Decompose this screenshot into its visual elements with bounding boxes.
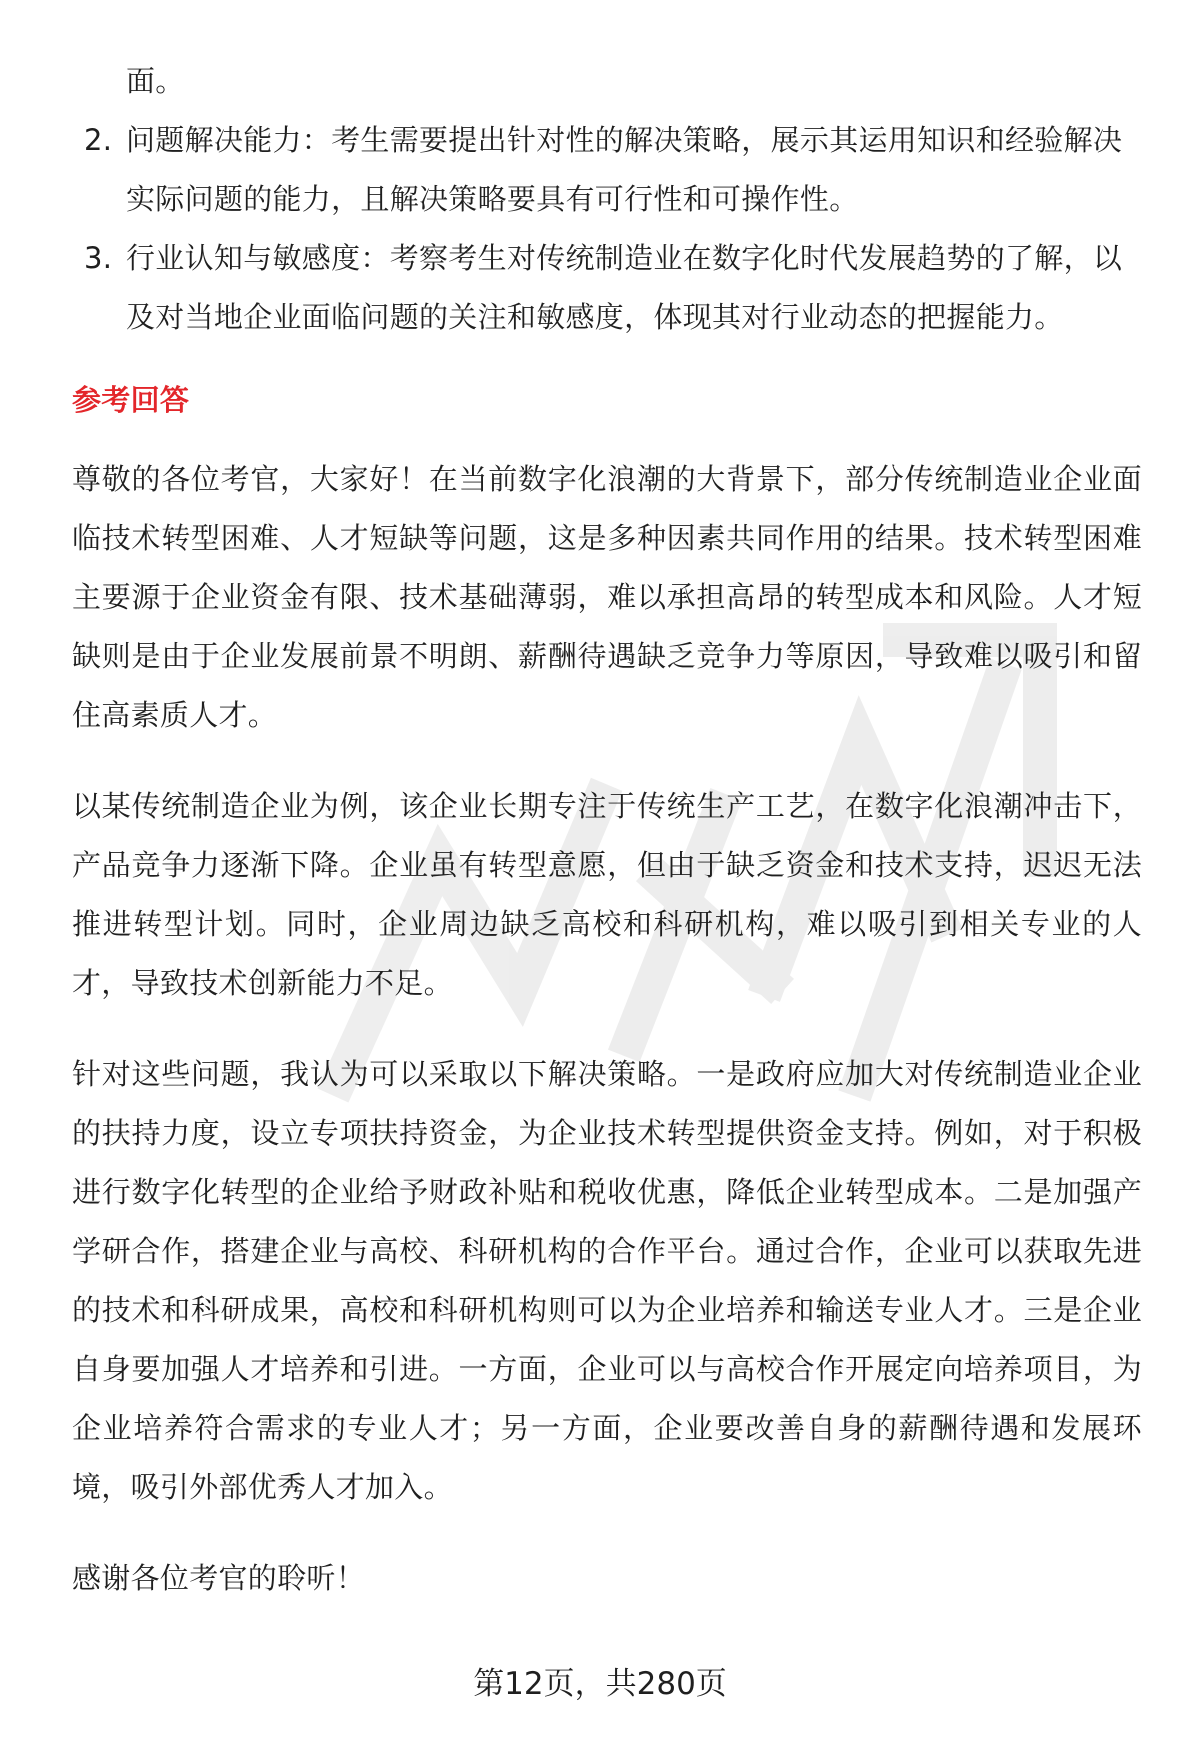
list-item [72,111,1142,229]
list-item-number: 3. [84,241,113,275]
list-item [72,229,1142,347]
answer-paragraph: 以某传统制造企业为例，该企业长期专注于传统生产工艺，在数字化浪潮冲击下，产品竞争力逐渐下降。企业虽有转型意愿，但由于缺乏资金和技术支持，迟迟无法推进转型计划。同时，企业周边缺乏高校和科研机构，难以吸引到相关专业的人才，导致技术创新能力不足。 [72,789,1142,1000]
answer-paragraph: 尊敬的各位考官，大家好！在当前数字化浪潮的大背景下，部分传统制造业企业面临技术转型困难、人才短缺等问题，这是多种因素共同作用的结果。技术转型困难主要源于企业资金有限、技术基础薄弱，难以承担高昂的转型成本和风险。人才短缺则是由于企业发展前景不明朗、薪酬待遇缺乏竞争力等原因，导致难以吸引和留住高素质人才。 [72,462,1142,732]
main-content [72,52,1142,1608]
page-number-footer: 第12页，共280页 [473,1666,727,1702]
answer-paragraph: 针对这些问题，我认为可以采取以下解决策略。一是政府应加大对传统制造业企业的扶持力度，设立专项扶持资金，为企业技术转型提供资金支持。例如，对于积极进行数字化转型的企业给予财政补贴和税收优惠，降低企业转型成本。二是加强产学研合作，搭建企业与高校、科研机构的合作平台。通过合作，企业可以获取先进的技术和科研成果，高校和科研机构则可以为企业培养和输送专业人才。三是企业自身要加强人才培养和引进。一方面，企业可以与高校合作开展定向培养项目，为企业培养符合需求的专业人才；另一方面，企业要改善自身的薪酬待遇和发展环境，吸引外部优秀人才加入。 [72,1057,1142,1504]
closing-text: 感谢各位考官的聆听！ [72,1561,366,1595]
list-item-number: 2. [84,123,113,157]
continuation-text: 面。 [126,64,185,98]
section-heading-reference-answer: 参考回答 [72,383,190,417]
list-item-text: 行业认知与敏感度：考察考生对传统制造业在数字化时代发展趋势的了解，以及对当地企业面临问题的关注和敏感度，体现其对行业动态的把握能力。 [126,241,1123,334]
list-item-text: 问题解决能力：考生需要提出针对性的解决策略，展示其运用知识和经验解决实际问题的能力，且解决策略要具有可行性和可操作性。 [126,123,1123,216]
evaluation-criteria-list [72,111,1142,347]
